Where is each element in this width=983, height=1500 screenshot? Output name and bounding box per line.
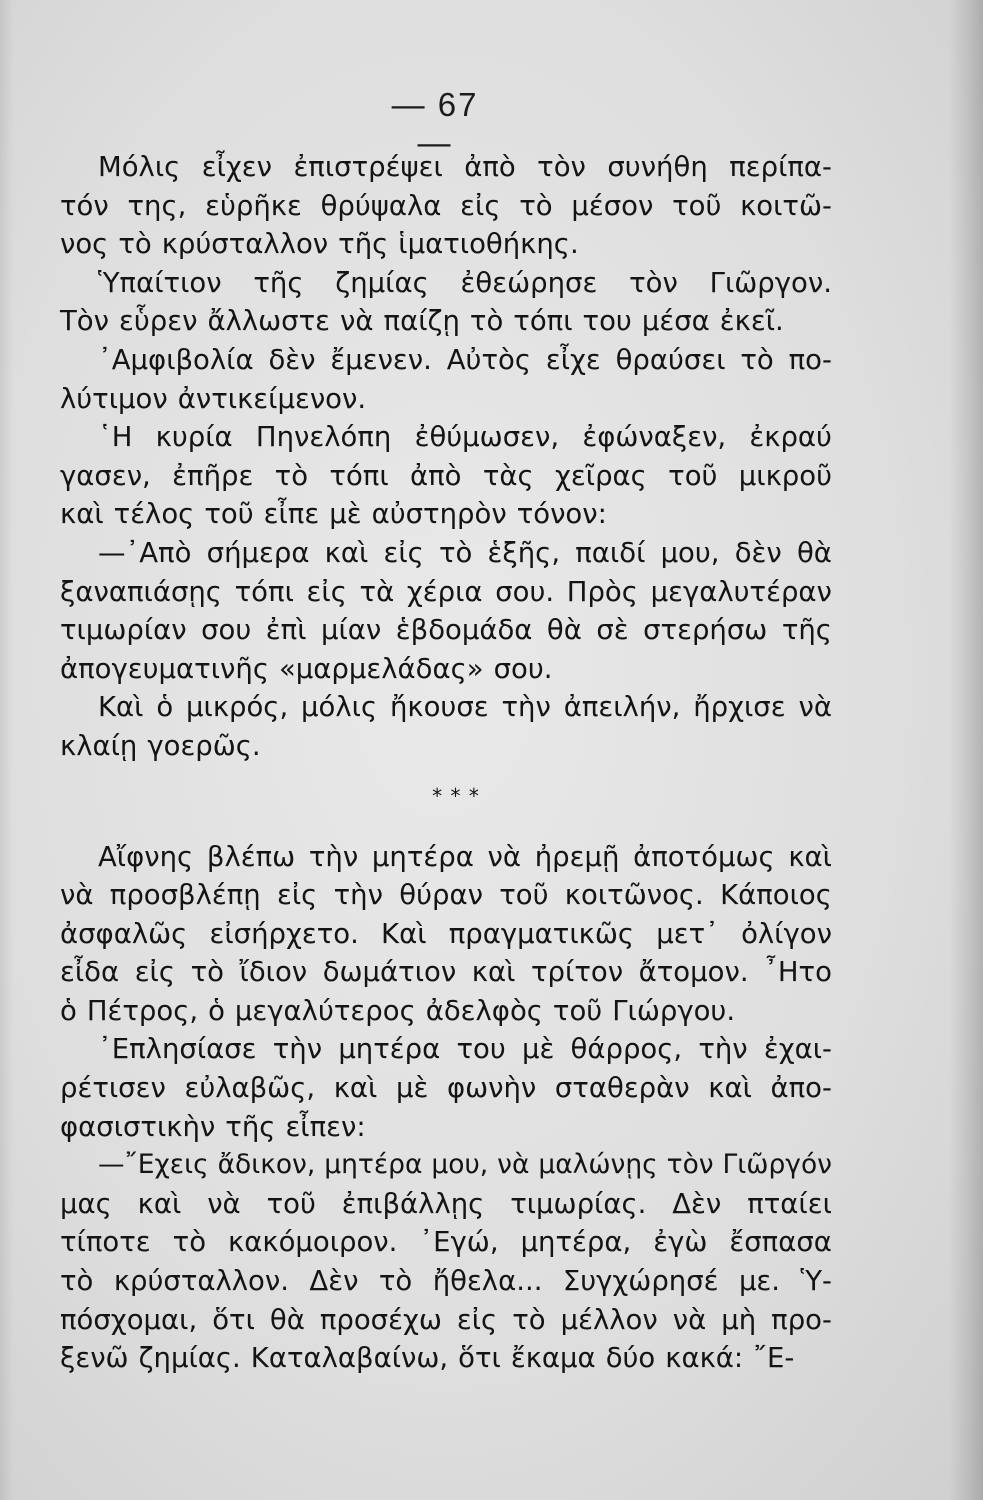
text-line: ξαναπιάσῃς τόπι εἰς τὰ χέρια σου. Πρὸς μεγαλυτέραν — [60, 575, 832, 608]
text-line: καὶ τέλος τοῦ εἶπε μὲ αὐστηρὸν τόνον: — [60, 498, 607, 531]
paragraph — [60, 838, 832, 1031]
paragraph — [60, 1146, 832, 1378]
text-line: Μόλις εἶχεν ἐπιστρέψει ἀπὸ τὸν συνήθη περίπα- — [98, 151, 832, 183]
text-line: τόν της, εὑρῆκε θρύψαλα εἰς τὸ μέσον τοῦ κοιτῶ- — [60, 189, 832, 222]
text-line: νὰ προσβλέπῃ εἰς τὴν θύραν τοῦ κοιτῶνος. Κάποιος — [60, 879, 832, 912]
text-line: ρέτισεν εὐλαβῶς, καὶ μὲ φωνὴν σταθερὰν καὶ ἀπο- — [60, 1072, 832, 1105]
page-edge-shadow — [0, 0, 14, 1500]
text-line: ἀσφαλῶς εἰσήρχετο. Καὶ πραγματικῶς μετ᾿ ὀλίγον — [60, 917, 832, 950]
text-line: τὸ κρύσταλλον. Δὲν τὸ ἤθελα... Συγχώρησέ με. Ὑ- — [60, 1265, 832, 1298]
text-line: Τὸν εὗρεν ἄλλωστε νὰ παίζῃ τὸ τόπι του μέσα ἐκεῖ. — [60, 305, 784, 338]
spine-shadow — [949, 0, 983, 1500]
text-line: ᾿Αμφιβολία δὲν ἔμενεν. Αὐτὸς εἶχε θραύσει τὸ πο- — [98, 343, 832, 376]
text-line: ῾Η κυρία Πηνελόπη ἐθύμωσεν, ἐφώναξεν, ἐκραύ — [98, 421, 832, 454]
paragraph — [60, 688, 832, 765]
text-line: νος τὸ κρύσταλλον τῆς ἱματιοθήκης. — [60, 228, 579, 261]
text-line: ἀπογευματινῆς «μαρμελάδας» σου. — [60, 652, 553, 685]
text-line: Αἴφνης βλέπω τὴν μητέρα νὰ ἠρεμῇ ἀποτόμως καὶ — [98, 840, 832, 873]
text-line: φασιστικὴν τῆς εἶπεν: — [60, 1110, 366, 1143]
paragraph — [60, 1030, 832, 1146]
text-line: τίποτε τὸ κακόμοιρον. ᾿Εγώ, μητέρα, ἐγὼ ἔσπασα — [60, 1226, 832, 1259]
text-line: —᾿Απὸ σήμερα καὶ εἰς τὸ ἑξῆς, παιδί μου, δὲν θὰ — [98, 536, 832, 569]
text-line: Ὑπαίτιον τῆς ζημίας ἐθεώρησε τὸν Γιῶργον. — [98, 266, 832, 299]
text-line: Καὶ ὁ μικρός, μόλις ἤκουσε τὴν ἀπειλήν, ἤρχισε νὰ — [98, 691, 832, 724]
text-line: ᾿Επλησίασε τὴν μητέρα του μὲ θάρρος, τὴν ἐχαι- — [98, 1033, 832, 1066]
text-line: ὁ Πέτρος, ὁ μεγαλύτερος ἀδελφὸς τοῦ Γιώργου. — [60, 994, 736, 1027]
text-line: πόσχομαι, ὅτι θὰ προσέχω εἰς τὸ μέλλον νὰ μὴ προ- — [60, 1303, 832, 1336]
text-line: λύτιμον ἀντικείμενον. — [60, 382, 367, 415]
paragraph — [60, 418, 832, 534]
paragraph — [60, 264, 832, 341]
paragraph — [60, 534, 832, 688]
text-before-break — [60, 148, 832, 766]
body-text — [60, 148, 832, 1378]
text-line: μας καὶ νὰ τοῦ ἐπιβάλλῃς τιμωρίας. Δὲν πταίει — [60, 1187, 832, 1220]
text-line: —῎Εχεις ἄδικον, μητέρα μου, νὰ μαλώνῃς τὸν Γιῶργόν — [98, 1149, 832, 1181]
paragraph — [60, 148, 832, 264]
text-line: εἶδα εἰς τὸ ἴδιον δωμάτιον καὶ τρίτον ἄτομον. ῏Ητο — [60, 956, 832, 989]
text-line: τιμωρίαν σου ἐπὶ μίαν ἑβδομάδα θὰ σὲ στερήσω τῆς — [60, 614, 832, 647]
text-line: γασεν, ἐπῆρε τὸ τόπι ἀπὸ τὰς χεῖρας τοῦ μικροῦ — [60, 459, 832, 492]
page-number: — 67 — — [391, 86, 479, 161]
paragraph — [60, 341, 832, 418]
text-after-break — [60, 838, 832, 1378]
text-line: κλαίῃ γοερῶς. — [60, 729, 261, 762]
text-line: ξενῶ ζημίας. Καταλαβαίνω, ὅτι ἔκαμα δύο κακά: ῎Ε- — [60, 1342, 795, 1375]
section-break: * * * — [432, 783, 480, 808]
